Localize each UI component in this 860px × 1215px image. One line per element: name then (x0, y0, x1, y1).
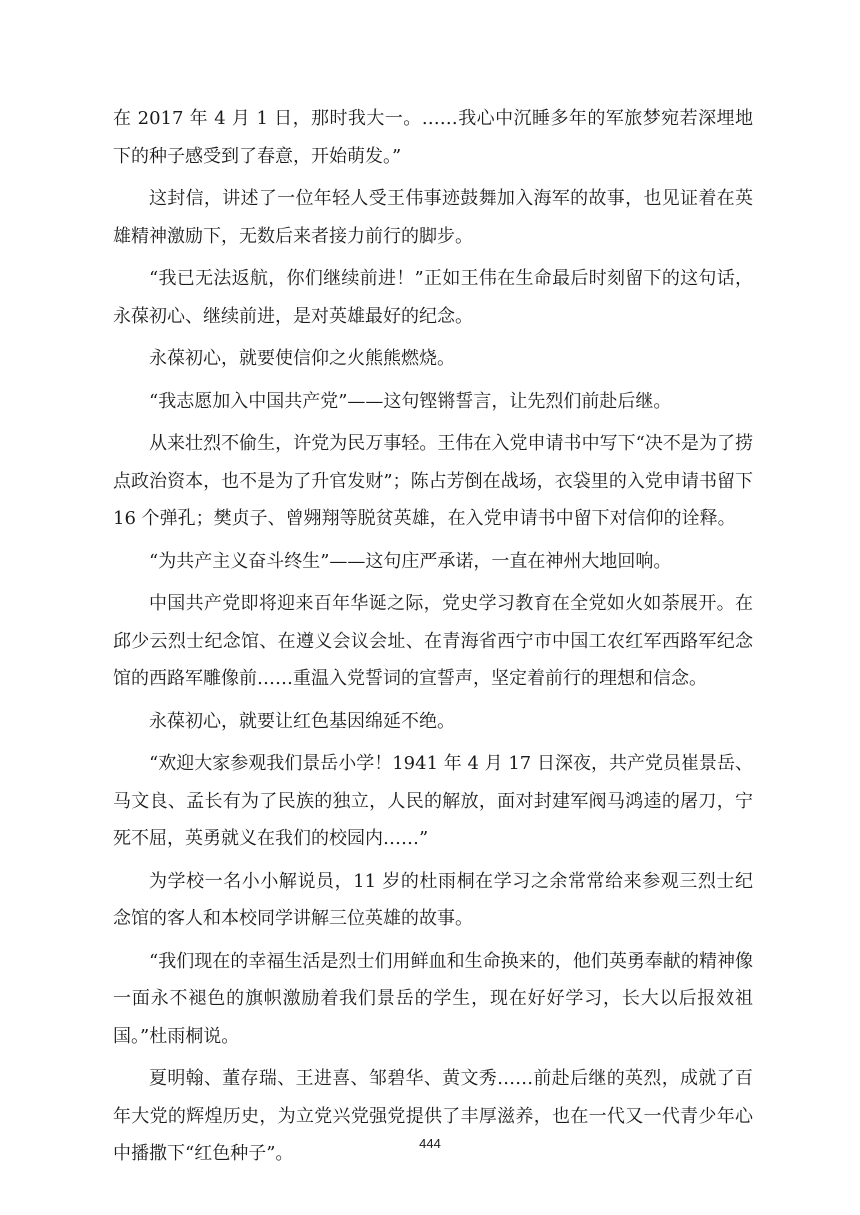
paragraph-2: 这封信，讲述了一位年轻人受王伟事迹鼓舞加入海军的故事，也见证着在英雄精神激励下，无数后来者接力前行的脚步。 (113, 188, 753, 247)
paragraph-4: 永葆初心，就要使信仰之火熊熊燃烧。 (149, 348, 455, 369)
document-body (113, 100, 753, 1178)
paragraph-11: 为学校一名小小解说员，11 岁的杜雨桐在学习之余常常给来参观三烈士纪念馆的客人和本校同学讲解三位英雄的故事。 (113, 870, 753, 929)
paragraph-5: “我志愿加入中国共产党”——这句铿锵誓言，让先烈们前赴后继。 (149, 390, 672, 412)
paragraph-1: 在 2017 年 4 月 1 日，那时我大一。……我心中沉睡多年的军旅梦宛若深埋地下的种子感受到了春意，开始萌发。” (113, 108, 753, 167)
paragraph-13: 夏明翰、董存瑞、王进喜、邹碧华、黄文秀……前赴后继的英烈，成就了百年大党的辉煌历史，为立党兴党强党提供了丰厚滋养，也在一代又一代青少年心中播撒下“红色种子”。 (113, 1068, 753, 1164)
paragraph-7: “为共产主义奋斗终生”——这句庄严承诺，一直在神州大地回响。 (149, 550, 672, 572)
page-number: 444 (419, 1136, 441, 1151)
paragraph-9: 永葆初心，就要让红色基因绵延不绝。 (149, 710, 455, 732)
paragraph-3: “我已无法返航，你们继续前进！”正如王伟在生命最后时刻留下的这句话，永葆初心、继续前进，是对英雄最好的纪念。 (113, 268, 753, 327)
paragraph-10: “欢迎大家参观我们景岳小学！1941 年 4 月 17 日深夜，共产党员崔景岳、马文良、孟长有为了民族的独立，人民的解放，面对封建军阀马鸿逵的屠刀，宁死不屈，英勇就义在我们的校园内……” (113, 753, 753, 849)
paragraph-6: 从来壮烈不偷生，许党为民万事轻。王伟在入党申请书中写下“决不是为了捞点政治资本，也不是为了升官发财”；陈占芳倒在战场，衣袋里的入党申请书留下 16 个弹孔；樊贞子、曾翙翔等脱贫英雄，在入党申请书中留下对信仰的诠释。 (113, 433, 753, 529)
paragraph-8: 中国共产党即将迎来百年华诞之际，党史学习教育在全党如火如荼展开。在邱少云烈士纪念馆、在遵义会议会址、在青海省西宁市中国工农红军西路军纪念馆的西路军雕像前……重温入党誓词的宣誓声，坚定着前行的理想和信念。 (113, 593, 753, 689)
paragraph-12: “我们现在的幸福生活是烈士们用鲜血和生命换来的，他们英勇奉献的精神像一面永不褪色的旗帜激励着我们景岳的学生，现在好好学习，长大以后报效祖国。”杜雨桐说。 (113, 950, 753, 1047)
